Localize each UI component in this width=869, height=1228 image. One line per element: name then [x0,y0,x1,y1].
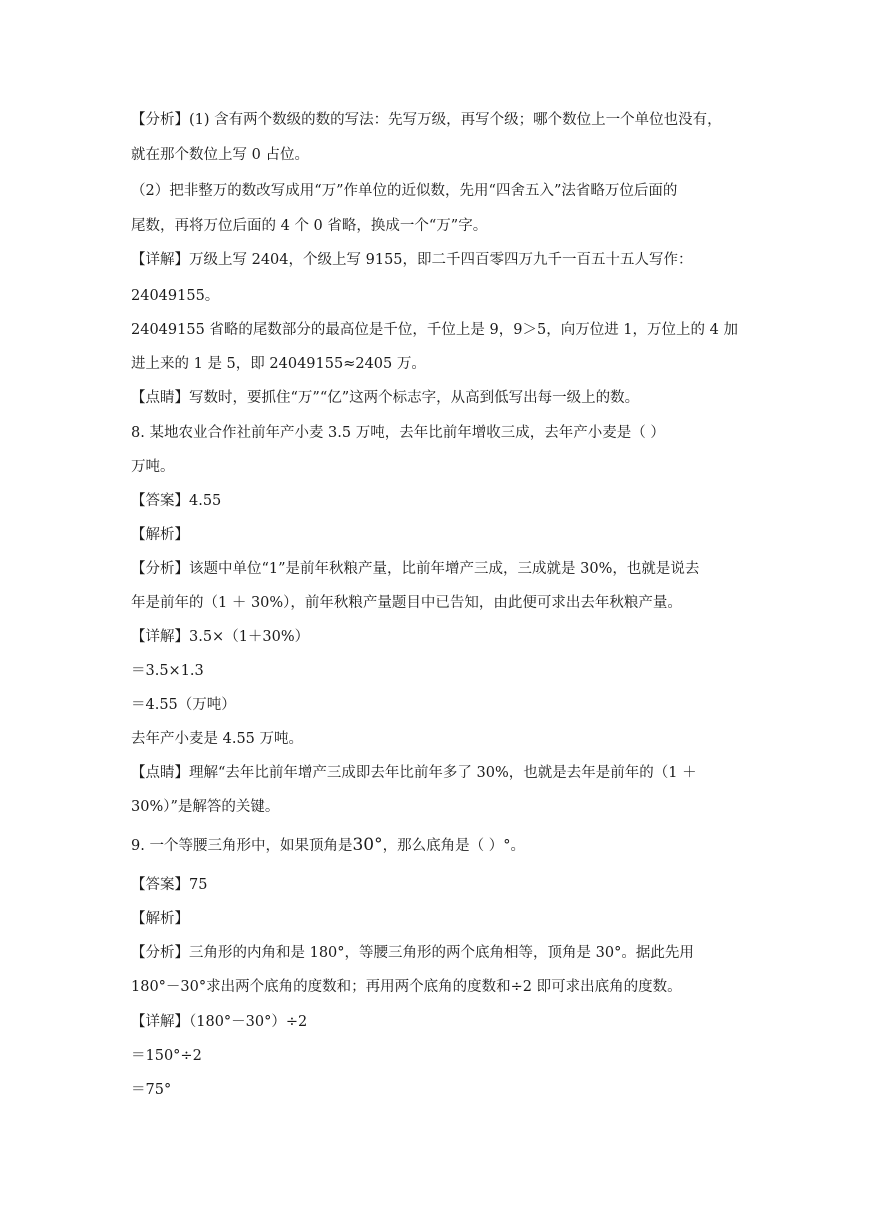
text-line: 24049155。 [131,288,220,304]
text-line: 30%）”是解答的关键。 [131,799,280,815]
text-line: 去年产小麦是 4.55 万吨。 [131,731,304,747]
text-line: 180°－30°求出两个底角的度数和；再用两个底角的度数和÷2 即可求出底角的度数。 [131,979,682,995]
question-9 [131,835,525,856]
text-line: 【详解】万级上写 2404，个级上写 9155，即二千四百零四万九千一百五十五人写作： [131,252,693,268]
text-line: 【详解】（180°－30°）÷2 [131,1014,308,1030]
text-line: 【点睛】理解“去年比前年增产三成即去年比前年多了 30%，也就是去年是前年的（1 ＋ [131,765,697,781]
text-line: 【分析】该题中单位“1”是前年秋粮产量，比前年增产三成，三成就是 30%，也就是说去 [131,561,700,577]
text-line: 就在那个数位上写 0 占位。 [131,147,309,163]
text-line: 【分析】三角形的内角和是 180°，等腰三角形的两个底角相等，顶角是 30°。据此先用 [131,945,694,961]
question-8: 8. 某地农业合作社前年产小麦 3.5 万吨，去年比前年增收三成，去年产小麦是（ ） [131,425,665,441]
text-line: 尾数，再将万位后面的 4 个 0 省略，换成一个“万”字。 [131,218,488,234]
text-line: 年是前年的（1 ＋ 30%），前年秋粮产量题目中已告知，由此便可求出去年秋粮产量。 [131,595,682,611]
text-line: 进上来的 1 是 5，即 24049155≈2405 万。 [131,356,426,372]
answer-8: 【答案】4.55 [131,493,222,509]
text-line: （2）把非整万的数改写成用“万”作单位的近似数，先用“四舍五入”法省略万位后面的 [131,183,678,199]
angle-formula: 30° [352,835,383,855]
text-line: ＝3.5×1.3 [131,663,204,679]
answer-9: 【答案】75 [131,877,208,893]
question-9-part2: ，那么底角是（ ）°。 [382,838,525,854]
question-9-part1: 9. 一个等腰三角形中，如果顶角是 [131,838,353,854]
text-line: ＝150°÷2 [131,1048,202,1064]
text-line: 【解析】 [131,911,189,927]
text-line: 【分析】(1) 含有两个数级的数的写法：先写万级，再写个级；哪个数位上一个单位也没有， [131,112,722,128]
text-line: 万吨。 [131,459,175,475]
text-line: 【解析】 [131,527,189,543]
text-line: ＝4.55（万吨） [131,697,236,713]
text-line: 【详解】3.5×（1＋30%） [131,629,310,645]
text-line: ＝75° [131,1082,172,1098]
text-line: 【点睛】写数时，要抓住“万”“亿”这两个标志字，从高到低写出每一级上的数。 [131,390,640,406]
text-line: 24049155 省略的尾数部分的最高位是千位，千位上是 9，9＞5，向万位进 1，万位上的 4 加 [131,322,738,338]
